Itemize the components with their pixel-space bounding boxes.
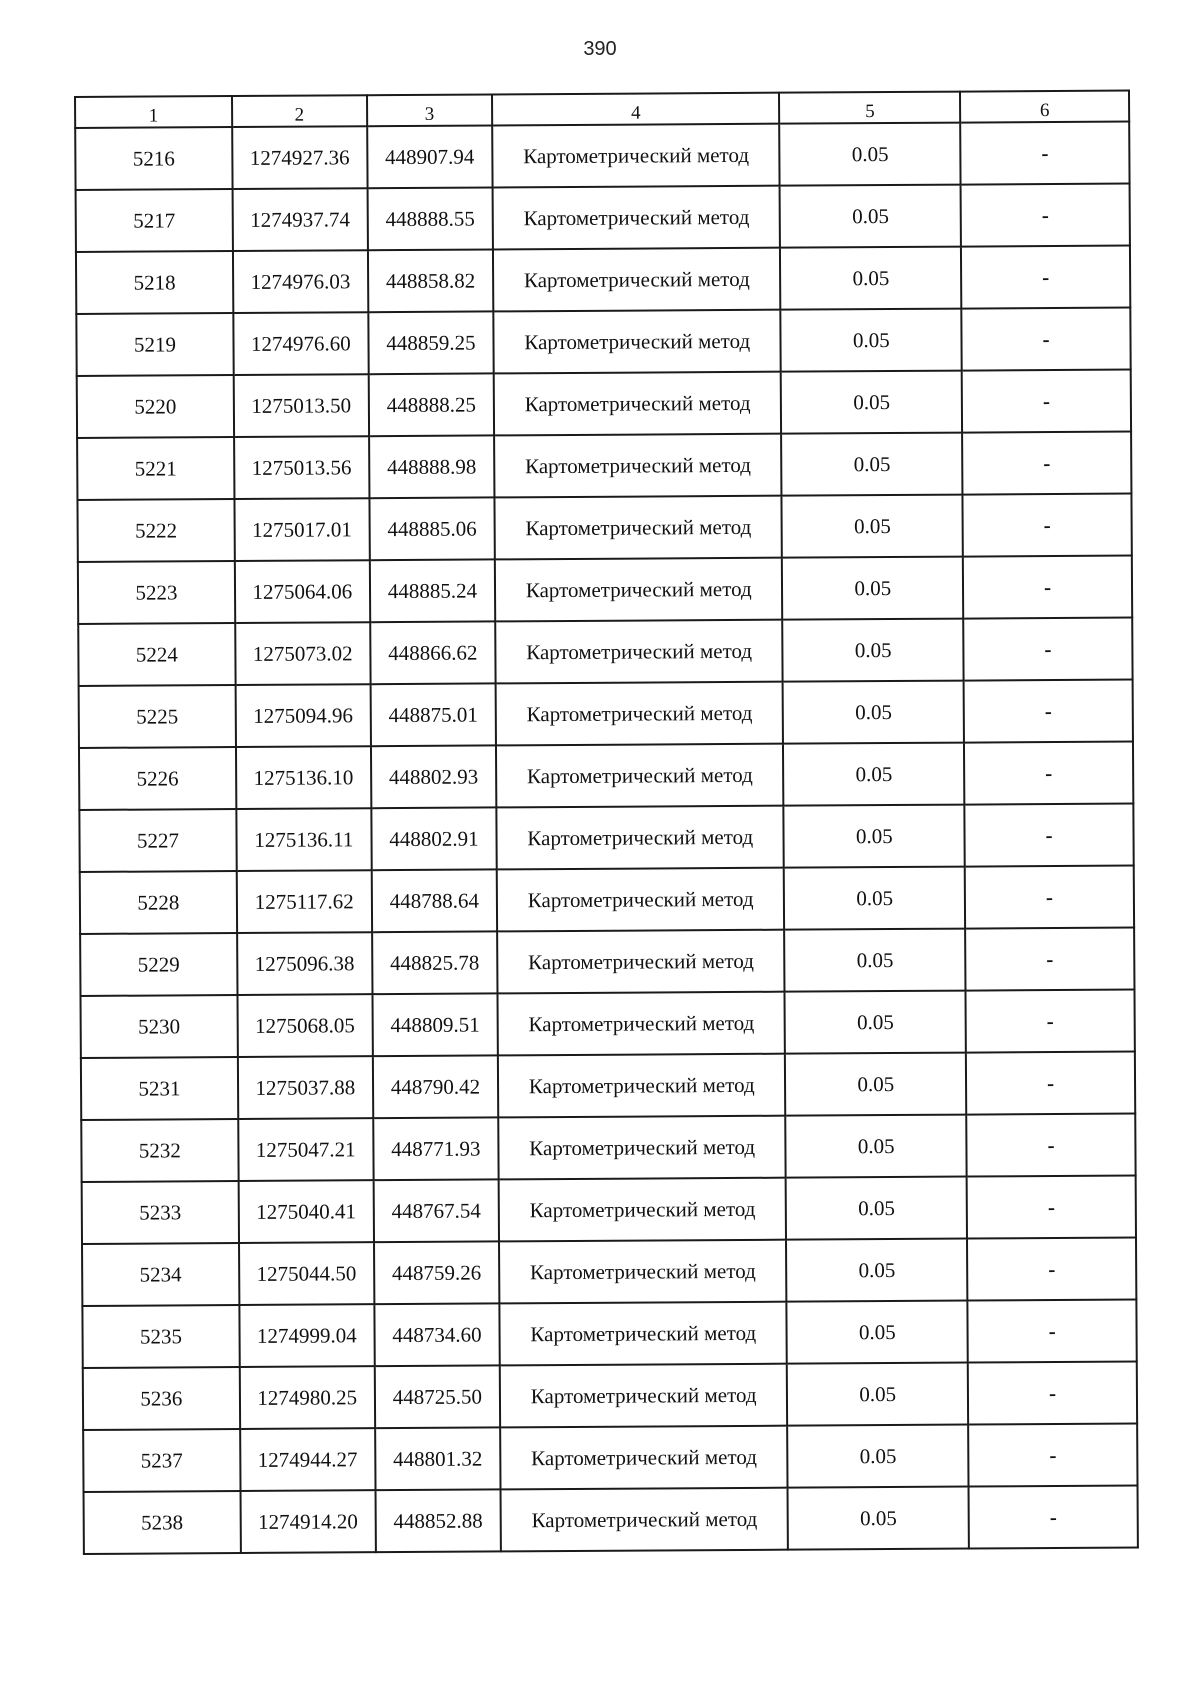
accuracy-cell: 0.05 xyxy=(786,1177,967,1240)
table-row xyxy=(80,990,1134,1058)
table-row xyxy=(77,370,1131,438)
table-row xyxy=(79,742,1133,810)
y-coordinate-cell: 448852.88 xyxy=(375,1489,501,1552)
accuracy-cell: 0.05 xyxy=(788,1487,969,1550)
point-number-cell: 5216 xyxy=(75,127,232,190)
point-number-cell: 5234 xyxy=(82,1243,239,1306)
x-coordinate-cell: 1275013.50 xyxy=(233,374,368,437)
method-cell: Картометрический метод xyxy=(499,1178,787,1242)
method-cell: Картометрический метод xyxy=(499,1302,787,1366)
point-number-cell: 5237 xyxy=(83,1429,240,1492)
point-number-cell: 5229 xyxy=(80,933,237,996)
method-cell: Картометрический метод xyxy=(493,248,781,312)
y-coordinate-cell: 448725.50 xyxy=(375,1365,501,1428)
point-number-cell: 5227 xyxy=(79,809,236,872)
table-row xyxy=(83,1424,1137,1492)
table-row xyxy=(77,494,1131,562)
y-coordinate-cell: 448802.93 xyxy=(371,745,497,808)
column-header: 1 xyxy=(75,96,232,128)
accuracy-cell: 0.05 xyxy=(786,1239,967,1302)
y-coordinate-cell: 448885.06 xyxy=(369,497,495,560)
note-cell: - xyxy=(969,1486,1138,1549)
note-cell: - xyxy=(962,370,1131,433)
point-number-cell: 5228 xyxy=(80,871,237,934)
method-cell: Картометрический метод xyxy=(494,434,782,498)
point-number-cell: 5236 xyxy=(83,1367,240,1430)
method-cell: Картометрический метод xyxy=(496,806,784,870)
x-coordinate-cell: 1274976.60 xyxy=(233,312,368,375)
note-cell: - xyxy=(964,742,1133,805)
method-cell: Картометрический метод xyxy=(492,124,780,188)
table-row xyxy=(78,556,1132,624)
accuracy-cell: 0.05 xyxy=(781,309,962,372)
point-number-cell: 5223 xyxy=(78,561,235,624)
table-row xyxy=(82,1300,1136,1368)
note-cell: - xyxy=(965,866,1134,929)
x-coordinate-cell: 1275096.38 xyxy=(237,932,372,995)
table-row xyxy=(81,1114,1135,1182)
note-cell: - xyxy=(962,432,1131,495)
note-cell: - xyxy=(962,308,1131,371)
point-number-cell: 5219 xyxy=(76,313,233,376)
y-coordinate-cell: 448788.64 xyxy=(372,869,498,932)
point-number-cell: 5221 xyxy=(77,437,234,500)
table-row xyxy=(81,1052,1135,1120)
method-cell: Картометрический метод xyxy=(498,1054,786,1118)
x-coordinate-cell: 1275094.96 xyxy=(235,684,370,747)
y-coordinate-cell: 448907.94 xyxy=(367,125,493,188)
column-header: 5 xyxy=(779,92,960,124)
method-cell: Картометрический метод xyxy=(497,930,785,994)
table-row xyxy=(75,122,1129,190)
method-cell: Картометрический метод xyxy=(500,1364,788,1428)
method-cell: Картометрический метод xyxy=(495,558,783,622)
y-coordinate-cell: 448759.26 xyxy=(374,1241,500,1304)
note-cell: - xyxy=(967,1238,1136,1301)
table-row xyxy=(78,618,1132,686)
table-row xyxy=(76,246,1130,314)
y-coordinate-cell: 448866.62 xyxy=(370,621,496,684)
method-cell: Картометрический метод xyxy=(499,1240,787,1304)
method-cell: Картометрический метод xyxy=(496,744,784,808)
accuracy-cell: 0.05 xyxy=(783,681,964,744)
accuracy-cell: 0.05 xyxy=(787,1363,968,1426)
accuracy-cell: 0.05 xyxy=(780,123,961,186)
note-cell: - xyxy=(966,1114,1135,1177)
table-row xyxy=(79,680,1133,748)
accuracy-cell: 0.05 xyxy=(786,1115,967,1178)
x-coordinate-cell: 1275117.62 xyxy=(237,870,372,933)
x-coordinate-cell: 1275017.01 xyxy=(234,498,369,561)
coordinates-table xyxy=(74,90,1139,1555)
method-cell: Картометрический метод xyxy=(493,186,781,250)
x-coordinate-cell: 1274976.03 xyxy=(233,250,368,313)
y-coordinate-cell: 448790.42 xyxy=(373,1055,499,1118)
method-cell: Картометрический метод xyxy=(497,992,785,1056)
accuracy-cell: 0.05 xyxy=(784,867,965,930)
method-cell: Картометрический метод xyxy=(494,372,782,436)
x-coordinate-cell: 1275037.88 xyxy=(238,1056,373,1119)
table-row xyxy=(76,184,1130,252)
table-row xyxy=(84,1486,1138,1554)
note-cell: - xyxy=(968,1362,1137,1425)
accuracy-cell: 0.05 xyxy=(785,1053,966,1116)
column-header: 2 xyxy=(232,95,367,127)
method-cell: Картометрический метод xyxy=(500,1426,788,1490)
table-row xyxy=(77,432,1131,500)
table-row xyxy=(76,308,1130,376)
point-number-cell: 5220 xyxy=(77,375,234,438)
column-header: 3 xyxy=(367,94,492,126)
accuracy-cell: 0.05 xyxy=(784,805,965,868)
table-row xyxy=(80,866,1134,934)
method-cell: Картометрический метод xyxy=(493,310,781,374)
x-coordinate-cell: 1275047.21 xyxy=(238,1118,373,1181)
page-number: 390 xyxy=(583,38,617,60)
table-row xyxy=(82,1176,1136,1244)
note-cell: - xyxy=(963,556,1132,619)
x-coordinate-cell: 1275136.10 xyxy=(236,746,371,809)
note-cell: - xyxy=(963,494,1132,557)
x-coordinate-cell: 1275044.50 xyxy=(239,1242,374,1305)
point-number-cell: 5233 xyxy=(82,1181,239,1244)
point-number-cell: 5238 xyxy=(84,1491,241,1554)
y-coordinate-cell: 448858.82 xyxy=(368,249,494,312)
point-number-cell: 5226 xyxy=(79,747,236,810)
x-coordinate-cell: 1275040.41 xyxy=(238,1180,373,1243)
column-header: 4 xyxy=(492,93,780,126)
note-cell: - xyxy=(964,680,1133,743)
point-number-cell: 5230 xyxy=(80,995,237,1058)
y-coordinate-cell: 448767.54 xyxy=(373,1179,499,1242)
point-number-cell: 5231 xyxy=(81,1057,238,1120)
method-cell: Картометрический метод xyxy=(501,1488,789,1552)
accuracy-cell: 0.05 xyxy=(780,185,961,248)
table-row xyxy=(83,1362,1137,1430)
note-cell: - xyxy=(966,990,1135,1053)
accuracy-cell: 0.05 xyxy=(783,619,964,682)
y-coordinate-cell: 448801.32 xyxy=(375,1427,501,1490)
accuracy-cell: 0.05 xyxy=(781,371,962,434)
accuracy-cell: 0.05 xyxy=(787,1301,968,1364)
note-cell: - xyxy=(968,1300,1137,1363)
x-coordinate-cell: 1274927.36 xyxy=(232,126,367,189)
accuracy-cell: 0.05 xyxy=(782,495,963,558)
y-coordinate-cell: 448809.51 xyxy=(372,993,498,1056)
x-coordinate-cell: 1275136.11 xyxy=(236,808,371,871)
x-coordinate-cell: 1275073.02 xyxy=(235,622,370,685)
y-coordinate-cell: 448802.91 xyxy=(371,807,497,870)
y-coordinate-cell: 448888.55 xyxy=(367,187,493,250)
y-coordinate-cell: 448771.93 xyxy=(373,1117,499,1180)
table-row xyxy=(80,928,1134,996)
y-coordinate-cell: 448888.25 xyxy=(369,373,495,436)
note-cell: - xyxy=(965,928,1134,991)
x-coordinate-cell: 1275068.05 xyxy=(237,994,372,1057)
note-cell: - xyxy=(961,246,1130,309)
accuracy-cell: 0.05 xyxy=(780,247,961,310)
method-cell: Картометрический метод xyxy=(496,682,784,746)
table-row xyxy=(82,1238,1136,1306)
accuracy-cell: 0.05 xyxy=(783,743,964,806)
point-number-cell: 5222 xyxy=(77,499,234,562)
method-cell: Картометрический метод xyxy=(497,868,785,932)
y-coordinate-cell: 448885.24 xyxy=(370,559,496,622)
x-coordinate-cell: 1274914.20 xyxy=(240,1490,375,1553)
accuracy-cell: 0.05 xyxy=(788,1425,969,1488)
note-cell: - xyxy=(967,1176,1136,1239)
x-coordinate-cell: 1274999.04 xyxy=(239,1304,374,1367)
note-cell: - xyxy=(963,618,1132,681)
point-number-cell: 5224 xyxy=(78,623,235,686)
accuracy-cell: 0.05 xyxy=(782,433,963,496)
column-header: 6 xyxy=(960,91,1129,123)
y-coordinate-cell: 448859.25 xyxy=(368,311,494,374)
point-number-cell: 5218 xyxy=(76,251,233,314)
accuracy-cell: 0.05 xyxy=(782,557,963,620)
x-coordinate-cell: 1274944.27 xyxy=(240,1428,375,1491)
point-number-cell: 5217 xyxy=(76,189,233,252)
x-coordinate-cell: 1274937.74 xyxy=(232,188,367,251)
table-row xyxy=(79,804,1133,872)
method-cell: Картометрический метод xyxy=(498,1116,786,1180)
note-cell: - xyxy=(961,184,1130,247)
point-number-cell: 5235 xyxy=(82,1305,239,1368)
x-coordinate-cell: 1274980.25 xyxy=(240,1366,375,1429)
y-coordinate-cell: 448734.60 xyxy=(374,1303,500,1366)
y-coordinate-cell: 448825.78 xyxy=(372,931,498,994)
y-coordinate-cell: 448875.01 xyxy=(370,683,496,746)
note-cell: - xyxy=(966,1052,1135,1115)
point-number-cell: 5232 xyxy=(81,1119,238,1182)
accuracy-cell: 0.05 xyxy=(785,929,966,992)
note-cell: - xyxy=(960,122,1129,185)
note-cell: - xyxy=(968,1424,1137,1487)
table-body xyxy=(75,122,1138,1554)
method-cell: Картометрический метод xyxy=(495,620,783,684)
x-coordinate-cell: 1275013.56 xyxy=(234,436,369,499)
note-cell: - xyxy=(965,804,1134,867)
point-number-cell: 5225 xyxy=(79,685,236,748)
accuracy-cell: 0.05 xyxy=(785,991,966,1054)
x-coordinate-cell: 1275064.06 xyxy=(235,560,370,623)
y-coordinate-cell: 448888.98 xyxy=(369,435,495,498)
method-cell: Картометрический метод xyxy=(494,496,782,560)
